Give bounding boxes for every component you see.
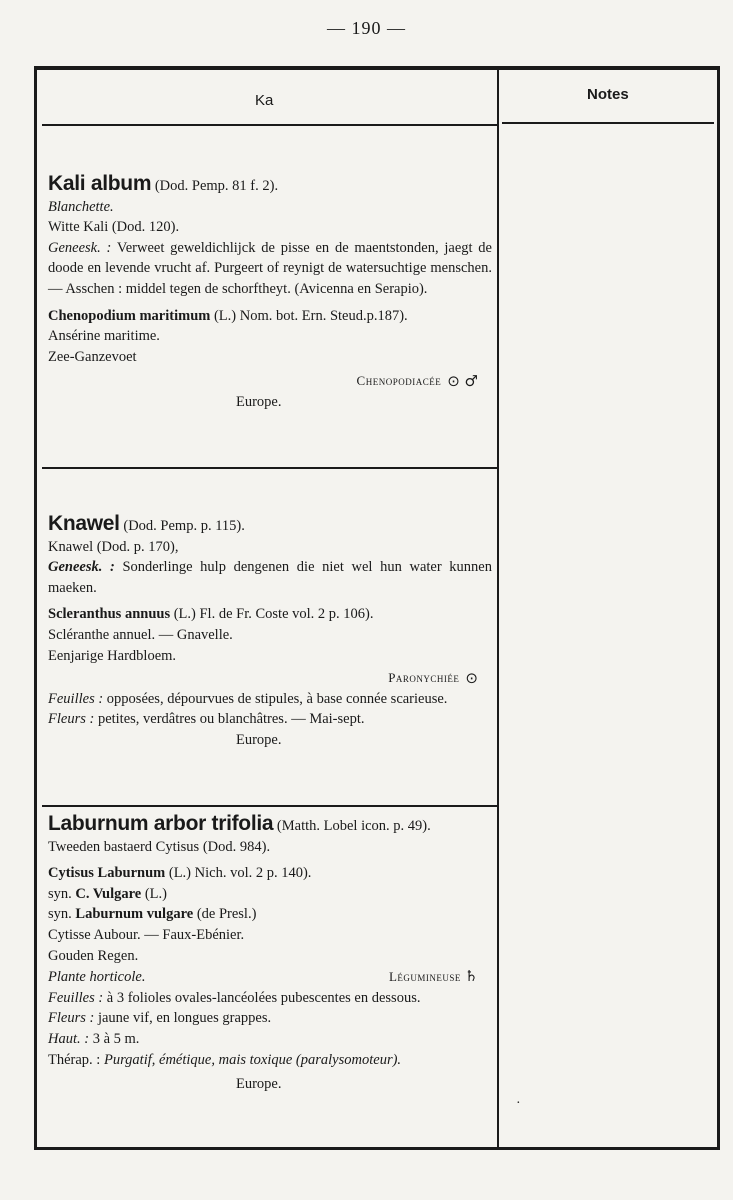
common-name-nl: Zee-Ganzevoet [48,348,137,365]
medicinal-label: Geneesk. : [48,559,115,576]
latin-name-line [48,604,492,625]
family-line [48,668,492,689]
entry-divider-1 [42,467,497,469]
entry-heading: Knawel [48,512,120,535]
table-column-divider [497,66,499,1150]
table-left-rule [34,66,37,1150]
notes-mark: · [516,1096,521,1111]
family-name: Légumineuse [388,969,461,985]
page-number: — 190 — [327,18,406,38]
flowers-label: Fleurs : [48,711,95,728]
synonym-ref: (L.) [144,885,167,902]
column-header-section: Ka [255,92,274,109]
height-description [48,1029,492,1050]
medicinal-text: Verweet geweldichlijck de pisse en de maentstonden, jaegt de doode en levende vrucht af. Purgeert of reynigt de watersuchtige menschen. — Asschen : middel tegen de schorftheyt. (Avicenna en Serapio). [48,239,492,297]
table-bottom-rule [34,1147,720,1150]
leaves-description [48,988,492,1009]
region: Europe. [236,393,282,410]
lifecycle-symbols: ♄ [464,967,478,986]
common-name-nl: Eenjarige Hardbloem. [48,647,177,664]
height-text: 3 à 5 m. [92,1030,140,1047]
latin-name-line [48,306,492,327]
therapy-description [48,1050,492,1071]
latin-reference: (L.) Nich. vol. 2 p. 140). [168,865,312,882]
therapy-label: Thérap. : [48,1051,101,1068]
entry-laburnum [48,814,492,1095]
french-name: Blanchette. [48,198,114,215]
plant-family-line [48,966,492,988]
synonym-2 [48,904,492,925]
entry-heading-ref: (Dod. Pemp. p. 115). [123,518,245,534]
synonym-name: Laburnum vulgare [75,906,194,923]
table-top-rule [34,66,720,70]
common-name-fr: Cytisse Aubour. — Faux-Ebénier. [48,926,245,943]
entry-knawel [48,514,492,751]
therapy-text: Purgatif, émétique, mais toxique (paralysomoteur). [103,1051,402,1068]
entry-heading: Laburnum arbor trifolia [48,812,274,835]
common-name-fr: Ansérine maritime. [48,328,160,345]
lifecycle-symbols: ⊙ [465,669,478,688]
medicinal-note [48,557,492,598]
entry-heading: Kali album [48,172,152,195]
latin-name: Scleranthus annuus [48,606,171,623]
header-rule-right [502,122,714,124]
flowers-text: jaune vif, en longues grappes. [97,1010,272,1027]
leaves-label: Feuilles : [48,989,104,1006]
common-name-nl: Gouden Regen. [48,947,139,964]
synonym-name: C. Vulgare [75,885,142,902]
region: Europe. [236,1076,282,1093]
synonym-prefix: syn. [48,885,72,902]
entry-kali-album [48,174,492,413]
synonym-ref: (de Presl.) [196,906,257,923]
entry-heading-line [48,814,492,837]
entry-divider-2 [42,805,497,807]
lifecycle-symbols: ⊙ ♂ [447,372,478,391]
latin-reference: (L.) Fl. de Fr. Coste vol. 2 p. 106). [173,606,374,623]
dutch-reference: Knawel (Dod. p. 170), [48,538,179,555]
flowers-description [48,1008,492,1029]
plant-note: Plante horticole. [48,968,146,985]
header-rule-left [42,124,497,126]
entry-heading-ref: (Dod. Pemp. 81 f. 2). [154,178,279,194]
synonym-prefix: syn. [48,906,72,923]
synonym-1 [48,884,492,905]
latin-reference: (L.) Nom. bot. Ern. Steud.p.187). [213,307,408,324]
medicinal-text: Sonderlinge hulp dengenen die niet wel hun water kunnen maeken. [48,559,492,596]
flowers-text: petites, verdâtres ou blanchâtres. — Mai-sept. [97,711,365,728]
medicinal-note [48,238,492,300]
column-header-notes: Notes [587,86,629,103]
height-label: Haut. : [48,1030,90,1047]
entry-heading-ref: (Matth. Lobel icon. p. 49). [276,818,431,834]
dutch-reference: Witte Kali (Dod. 120). [48,219,180,236]
flowers-description [48,709,492,730]
family-name: Paronychiée [388,670,460,686]
flowers-label: Fleurs : [48,1010,95,1027]
common-name-fr: Scléranthe annuel. — Gnavelle. [48,626,233,643]
leaves-label: Feuilles : [48,690,104,707]
dutch-reference: Tweeden bastaerd Cytisus (Dod. 984). [48,838,271,855]
latin-name-line [48,863,492,884]
latin-name: Chenopodium maritimum [48,307,211,324]
entry-heading-line [48,514,492,537]
medicinal-label: Geneesk. : [48,239,112,256]
leaves-description [48,689,492,710]
family-name: Chenopodiacée [356,373,442,389]
latin-name: Cytisus Laburnum [48,865,166,882]
table-right-rule [717,66,720,1150]
leaves-text: opposées, dépourvues de stipules, à base connée scarieuse. [106,690,448,707]
region: Europe. [236,731,282,748]
family-line [48,371,492,392]
entry-heading-line [48,174,492,197]
leaves-text: à 3 folioles ovales-lancéolées pubescentes en dessous. [106,989,421,1006]
